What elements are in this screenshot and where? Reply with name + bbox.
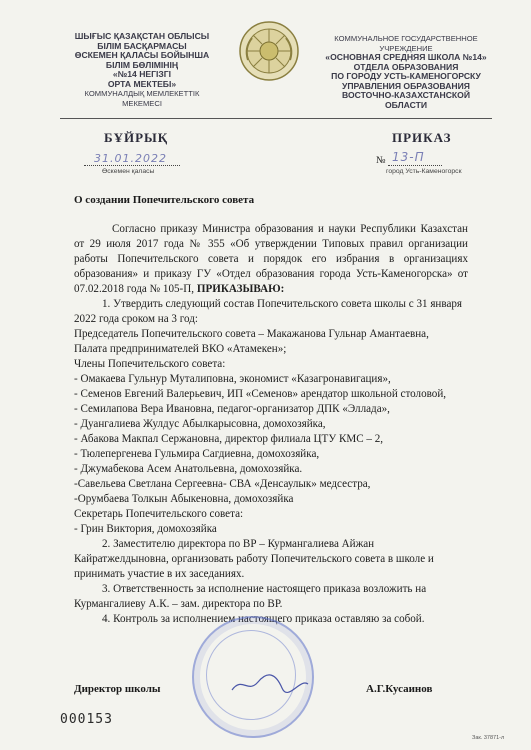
secretary: - Грин Виктория, домохозяйка — [74, 523, 217, 535]
header-right-top: КОММУНАЛЬНОЕ ГОСУДАРСТВЕННОЕ — [334, 34, 478, 43]
header-right-line: ОТДЕЛА ОБРАЗОВАНИЯ — [353, 61, 459, 72]
header-divider — [60, 118, 492, 119]
order-title-kz: БҰЙРЫҚ — [104, 130, 169, 145]
member-item: - Дуангалиева Жулдус Абылкарысовна, домохозяйка, — [74, 418, 326, 430]
city-kz: Өскемен қаласы — [102, 168, 155, 175]
member-item: - Семилапова Вера Ивановна, педагог-организатор ДПК «Эллада», — [74, 403, 390, 415]
number-underline — [388, 165, 442, 166]
handwritten-signature-icon — [230, 672, 310, 701]
item-3: 3. Ответственность за исполнение настоящего приказа возложить на Курмангалиеву А.К. – зам. директора по ВР. — [74, 583, 427, 610]
header-left-line: «№14 НЕГІЗГІ — [112, 69, 172, 79]
item-1: 1. Утвердить следующий состав Попечительского совета школы с 31 января 2022 года сроком на 3 год: — [74, 298, 463, 325]
order-subject: О создании Попечительского совета — [74, 194, 255, 206]
member-item: - Тюлепергенева Гульмира Сагдиевна, домохозяйка, — [74, 448, 320, 460]
header-left-line: БІЛІМ БӨЛІМІНІҢ — [105, 59, 179, 70]
header-left-line: ӨСКЕМЕН ҚАЛАСЫ БОЙЫНША — [74, 50, 210, 60]
order-date-handwritten: 31.01.2022 — [94, 152, 167, 165]
secretary-title: Секретарь Попечительского совета: — [74, 508, 244, 520]
member-item: - Абакова Макпал Сержановна, директор филиала ЦТУ КМС – 2, — [74, 433, 384, 445]
intro-paragraph — [74, 222, 468, 297]
member-item: - Семенов Евгений Валерьевич, ИП «Семенов» арендатор школьной столовой, — [74, 388, 447, 400]
header-left — [62, 32, 222, 108]
chair-line-1: Председатель Попечительского совета – Макажанова Гульнар Амантаевна, — [74, 328, 429, 340]
date-underline — [84, 165, 180, 166]
footnote: Зак. 37871-л — [472, 735, 505, 741]
signature-name: А.Г.Кусаинов — [366, 683, 433, 695]
intro-text: Согласно приказу Министра образования и науки Республики Казахстан от 29 июля 2017 года № 355 «Об утверждении Типовых правил организации работы Попечительского совета и порядок его избрания в организациях образования» и приказу ГУ «Отдел образования города Усть-Каменогорска» от 07.02.2018 года № 105-П, — [74, 223, 468, 295]
order-number-prefix: № — [376, 155, 386, 166]
header-left-line: БІЛІМ БАСҚАРМАСЫ — [97, 40, 187, 51]
order-title-ru: ПРИКАЗ — [392, 130, 452, 145]
members-title: Члены Попечительского совета: — [74, 358, 226, 370]
item-4: 4. Контроль за исполнением настоящего приказа оставляю за собой. — [102, 613, 425, 625]
header-right-top: УЧРЕЖДЕНИЕ — [379, 43, 433, 53]
serial-number: 000153 — [60, 712, 113, 727]
kazakhstan-emblem-icon — [238, 20, 300, 82]
header-right-line: УПРАВЛЕНИЯ ОБРАЗОВАНИЯ — [342, 80, 470, 91]
order-number-handwritten: 13-П — [392, 150, 425, 164]
header-left-sub: КОММУНАЛДЫҚ МЕМЛЕКЕТТІК — [84, 89, 200, 98]
item-2: 2. Заместителю директора по ВР – Курмангалиева Айжан Кайратжелдыновна, организовать работу Попечительского совета в школе и принимать участие в их заседаниях. — [74, 538, 434, 580]
member-item: -Орумбаева Толкын Абыкеновна, домохозяйка — [74, 493, 294, 505]
member-item: - Джумабекова Асем Анатольевна, домохозяйка. — [74, 463, 303, 475]
member-item: - Омакаева Гульнур Муталиповна, экономист «Казагронавигация», — [74, 373, 391, 385]
header-right — [320, 34, 492, 110]
header-left-line: ШЫҒЫС ҚАЗАҚСТАН ОБЛЫСЫ — [74, 31, 210, 41]
intro-bold: ПРИКАЗЫВАЮ: — [196, 283, 285, 295]
header-right-line: ОБЛАСТИ — [384, 99, 428, 110]
header-right-line: «ОСНОВНАЯ СРЕДНЯЯ ШКОЛА №14» — [325, 52, 487, 62]
order-body — [74, 222, 468, 627]
chair-line-2: Палата предпринимателей ВКО «Атамекен»; — [74, 343, 287, 355]
city-ru: город Усть-Каменогорск — [386, 168, 462, 175]
signature-role: Директор школы — [74, 683, 161, 695]
header-left-line: ОРТА МЕКТЕБІ» — [107, 78, 177, 89]
header-left-sub: МЕКЕМЕСІ — [122, 98, 162, 108]
header-right-line: ПО ГОРОДУ УСТЬ-КАМЕНОГОРСКУ — [331, 71, 481, 81]
member-item: -Савельева Светлана Сергеевна- СВА «Денсаулык» медсестра, — [74, 478, 371, 490]
header-right-line: ВОСТОЧНО-КАЗАХСТАНСКОЙ — [341, 90, 471, 100]
